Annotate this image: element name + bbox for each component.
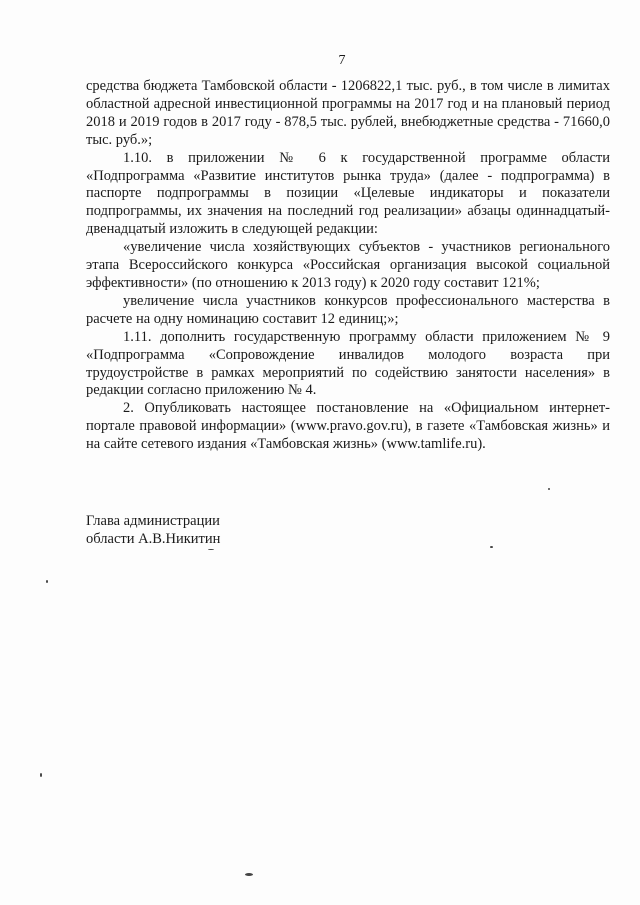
scan-speck xyxy=(208,549,214,550)
paragraph-2-publication: 2. Опубликовать настоящее постановление на «Официальном интернет-портале правовой информации» (www.pravo.gov.ru), в газете «Тамбовская жизнь» и на сайте сетевого издания «Тамбовская жизнь» (www.tamlife.ru). xyxy=(86,400,610,453)
scan-speck xyxy=(490,546,493,548)
paragraph-budget-funds: средства бюджета Тамбовской области - 1206822,1 тыс. руб., в том числе в лимитах областной адресной инвестиционной программы на 2017 год и на плановый период 2018 и 2019 годов в 2017 году - 878,5 тыс. рублей, внебюджетные средства - 71660,0 тыс. руб.»; xyxy=(86,78,610,148)
scan-speck xyxy=(245,873,253,876)
scan-speck xyxy=(40,773,42,777)
paragraph-quote-indicator-2: увеличение числа участников конкурсов профессионального мастерства в расчете на одну номинацию составит 12 единиц;»; xyxy=(86,292,610,327)
document-body xyxy=(86,78,610,454)
signature-name: области А.В.Никитин xyxy=(86,531,221,547)
signature-title: Глава администрации xyxy=(86,513,220,529)
scan-speck xyxy=(46,580,48,583)
scan-speck xyxy=(548,488,550,490)
paragraph-1-10: 1.10. в приложении № 6 к государственной программе области «Подпрограмма «Развитие институтов рынка труда» (далее - подпрограмма) в паспорте подпрограммы в позиции «Целевые индикаторы и показатели подпрограммы, их значения на последний год реализации» абзацы одиннадцатый-двенадцатый изложить в следующей редакции: xyxy=(86,149,610,238)
page-number: 7 xyxy=(338,53,346,68)
signature-block xyxy=(86,512,220,548)
paragraph-1-11: 1.11. дополнить государственную программу области приложением № 9 «Подпрограмма «Сопровождение инвалидов молодого возраста при трудоустройстве в рамках мероприятий по содействию занятости населения» в редакции согласно приложению № 4. xyxy=(86,328,610,399)
paragraph-quote-indicator-1: «увеличение числа хозяйствующих субъектов - участников регионального этапа Всероссийского конкурса «Российская организация высокой социальной эффективности» (по отношению к 2013 году) к 2020 году составит 121%; xyxy=(86,239,610,291)
